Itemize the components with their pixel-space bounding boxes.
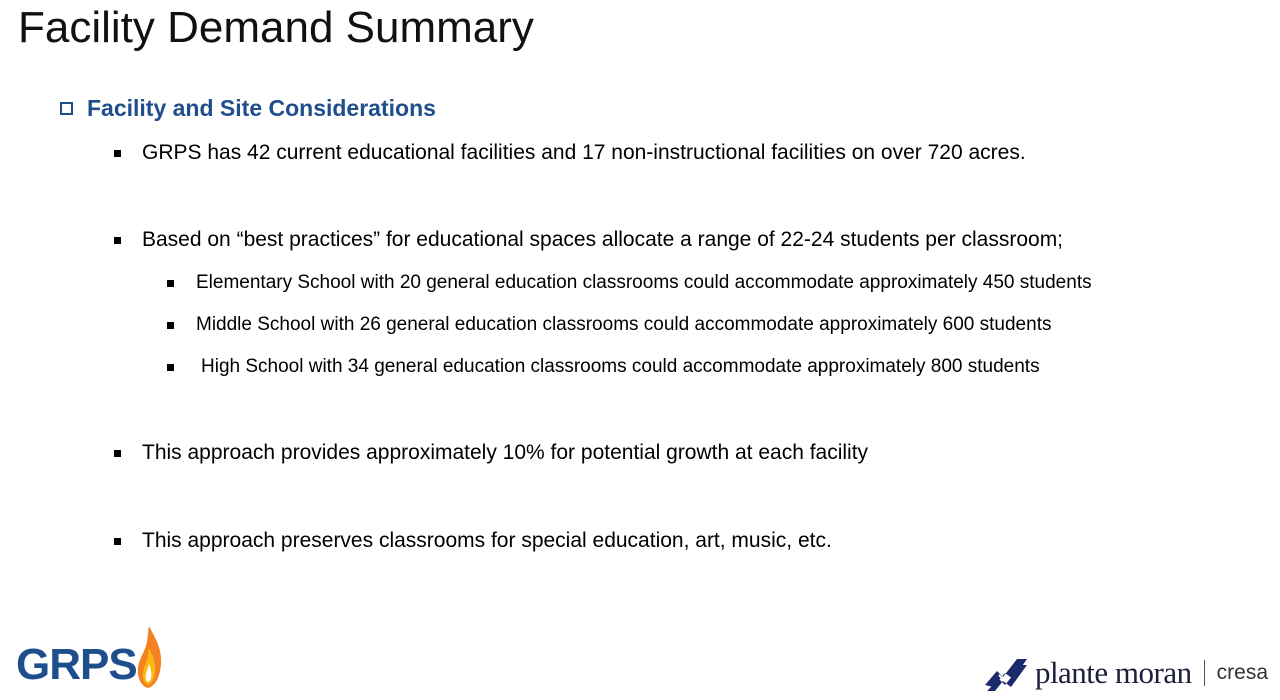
square-bullet-icon — [114, 237, 121, 244]
plante-moran-logo — [983, 652, 1268, 694]
sub-bullet-text: High School with 34 general education classrooms could accommodate approximately 800 students — [201, 356, 1040, 377]
square-bullet-icon — [114, 538, 121, 545]
bullet-item — [114, 139, 1026, 167]
plante-moran-mark-icon — [983, 653, 1029, 693]
plante-moran-logo-text: plante moran — [1034, 655, 1192, 690]
checkbox-icon — [60, 102, 73, 115]
bullet-text: GRPS has 42 current educational facilities and 17 non-instructional facilities on over 720 acres. — [142, 141, 1026, 164]
flame-icon — [135, 624, 163, 690]
bullet-item — [114, 226, 1063, 254]
sub-bullet-text: Elementary School with 20 general education classrooms could accommodate approximately 450 students — [196, 272, 1092, 293]
bullet-text: Based on “best practices” for educational spaces allocate a range of 22-24 students per classroom; — [142, 228, 1064, 251]
grps-logo-text: GRPS — [16, 640, 137, 689]
square-bullet-icon — [114, 150, 121, 157]
square-bullet-icon — [114, 450, 121, 457]
bullet-text: This approach preserves classrooms for special education, art, music, etc. — [142, 529, 832, 552]
sub-bullet-item — [167, 354, 1040, 380]
bullet-text: This approach provides approximately 10% for potential growth at each facility — [142, 441, 869, 464]
square-bullet-icon — [167, 364, 174, 371]
grps-logo — [16, 624, 163, 690]
bullet-item — [114, 527, 832, 555]
sub-bullet-item — [167, 270, 1092, 296]
square-bullet-icon — [167, 322, 174, 329]
cresa-logo-text: cresa — [1216, 661, 1268, 684]
sub-bullet-item — [167, 312, 1051, 338]
logo-divider — [1204, 660, 1205, 686]
square-bullet-icon — [167, 280, 174, 287]
sub-bullet-text: Middle School with 26 general education classrooms could accommodate approximately 600 students — [196, 314, 1052, 335]
bullet-item — [114, 439, 868, 467]
slide-title: Facility Demand Summary — [18, 3, 534, 52]
section-heading-text: Facility and Site Considerations — [87, 94, 436, 121]
section-heading — [60, 93, 436, 123]
